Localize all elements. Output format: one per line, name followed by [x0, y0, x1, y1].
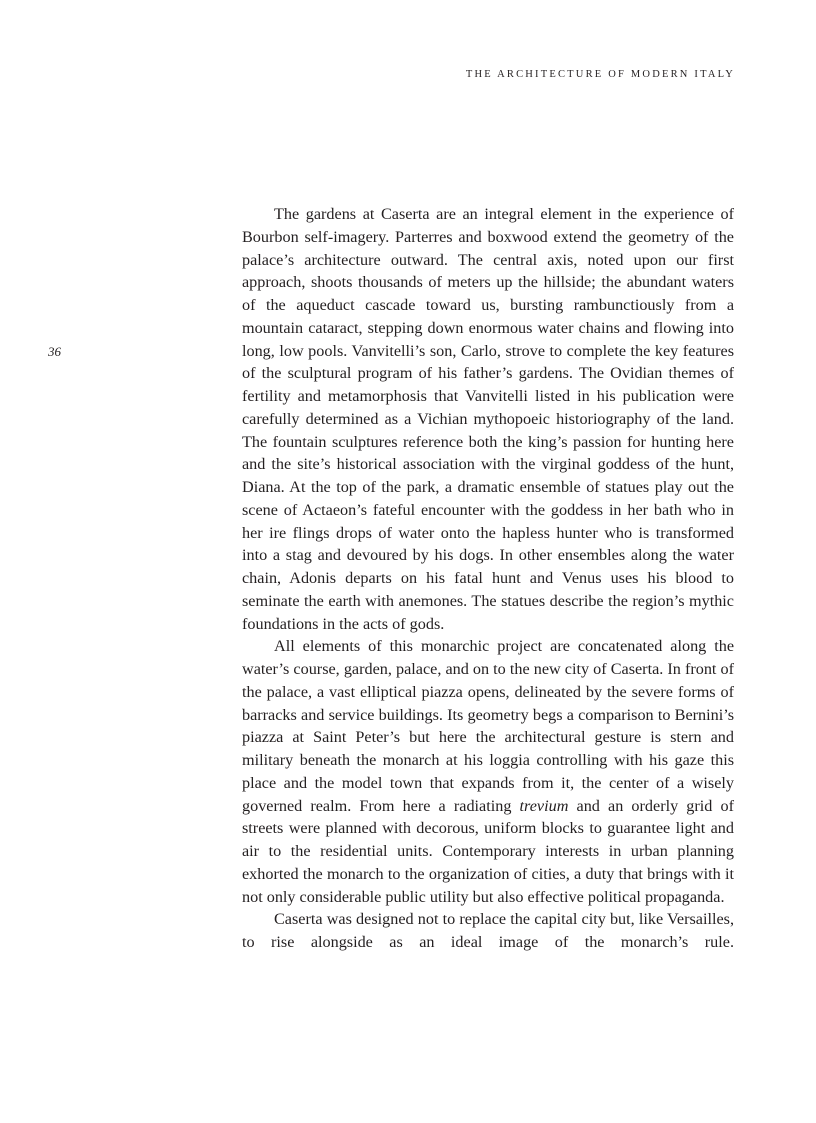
- paragraph-caserta-design: Caserta was designed not to replace the capital city but, like Versailles, to rise alongside as an ideal image of the monarch’s rule.: [242, 910, 734, 951]
- paragraph-monarchic-project: [242, 635, 734, 908]
- paragraph-2-text-end: and an orderly grid of streets were planned with decorous, uniform blocks to guarantee light and air to the residential units. Contemporary interests in urban planning exhorted the monarch to the organization of cities, a duty that brings with it not only considerable public utility but also effective political propaganda.: [242, 796, 734, 906]
- trevium-term: trevium: [519, 796, 569, 815]
- page-number: 36: [48, 344, 61, 359]
- running-head-title: THE ARCHITECTURE OF MODERN ITALY: [465, 69, 735, 80]
- body-text: [242, 203, 734, 954]
- paragraph-gardens: The gardens at Caserta are an integral element in the experience of Bourbon self-imagery. Parterres and boxwood extend the geometry of the palace’s architecture outward. The central axis, noted upon our first approach, shoots thousands of meters up the hillside; the abundant waters of the aqueduct cascade toward us, bursting rambunctiously from a mountain cataract, stepping down enormous water chains and flowing into long, low pools. Vanvitelli’s son, Carlo, strove to complete the key features of the sculptural program of his father’s gardens. The Ovidian themes of fertility and metamorphosis that Vanvitelli listed in his publication were carefully determined as a Vichian mythopoeic historiography of the land. The fountain sculptures reference both the king’s passion for hunting here and the site’s historical association with the virginal goddess of the hunt, Diana. At the top of the park, a dramatic ensemble of statues play out the scene of Actaeon’s fateful encounter with the goddess in her bath who in her ire flings drops of water onto the hapless hunter who is transformed into a stag and devoured by his dogs. In other ensembles along the water chain, Adonis departs on his fatal hunt and Venus uses his blood to seminate the earth with anemones. The statues describe the region’s mythic foundations in the acts of gods.: [242, 205, 734, 633]
- paragraph-2-text-start: All elements of this monarchic project are concatenated along the water’s course, garden, palace, and on to the new city of Caserta. In front of the palace, a vast elliptical piazza opens, delineated by the severe forms of barracks and service buildings. Its geometry begs a comparison to Bernini’s piazza at Saint Peter’s but here the architectural gesture is stern and military beneath the monarch at his loggia controlling with his gaze this place and the model town that expands from it, the center of a wisely governed realm. From here a radiating: [242, 637, 734, 815]
